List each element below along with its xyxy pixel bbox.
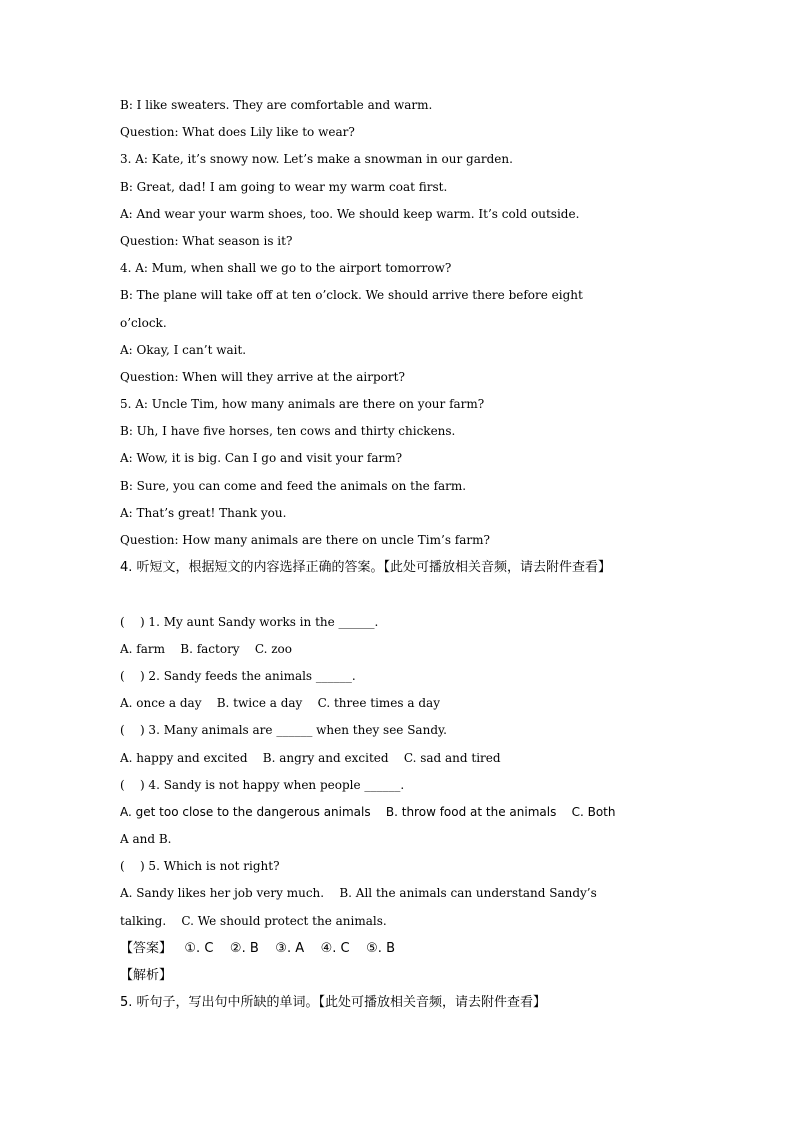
dialogue-line: A: Wow, it is big. Can I go and visit your farm?: [120, 451, 403, 466]
dialogue-line: A: That’s great! Thank you.: [120, 505, 287, 520]
answer-line: 【答案】 ①. C ②. B ③. A ④. C ⑤. B: [120, 940, 395, 956]
dialogue-line: 3. A: Kate, it’s snowy now. Let’s make a snowman in our garden.: [120, 152, 513, 167]
dialogue-line: B: I like sweaters. They are comfortable and warm.: [120, 98, 433, 112]
analysis-heading: 【解析】: [120, 968, 173, 983]
exercise-options: A. get too close to the dangerous animals B. throw food at the animals C. Both: [120, 804, 616, 819]
dialogue-line: A: Okay, I can’t wait.: [120, 342, 247, 357]
question-line: Question: What season is it?: [120, 233, 293, 248]
exercise-options: A. Sandy likes her job very much. B. All the animals can understand Sandy’s: [120, 886, 597, 901]
exercise-item: ( ) 2. Sandy feeds the animals ______.: [120, 668, 356, 683]
dialogue-line: 4. A: Mum, when shall we go to the airport tomorrow?: [120, 261, 452, 276]
exercise-item: ( ) 1. My aunt Sandy works in the ______.: [120, 614, 379, 629]
blank-line: [120, 581, 680, 608]
dialogue-line: 5. A: Uncle Tim, how many animals are there on your farm?: [120, 397, 485, 412]
exercise-options: A. once a day B. twice a day C. three times a day: [120, 696, 440, 711]
exercise-item: ( ) 5. Which is not right?: [120, 859, 280, 874]
question-line: Question: How many animals are there on uncle Tim’s farm?: [120, 533, 490, 547]
exercise-options: A. farm B. factory C. zoo: [120, 641, 293, 656]
dialogue-line: B: Sure, you can come and feed the animals on the farm.: [120, 478, 467, 493]
exercise-options: A. happy and excited B. angry and excited C. sad and tired: [120, 750, 501, 765]
exercise-options: talking. C. We should protect the animals.: [120, 913, 387, 928]
dialogue-line: B: Great, dad! I am going to wear my warm coat first.: [120, 179, 448, 194]
exercise-item: ( ) 3. Many animals are ______ when they see Sandy.: [120, 723, 447, 738]
question-line: Question: What does Lily like to wear?: [120, 125, 355, 140]
dialogue-line: A: And wear your warm shoes, too. We should keep warm. It’s cold outside.: [120, 206, 580, 221]
question-line: Question: When will they arrive at the airport?: [120, 369, 405, 384]
exercise-item: ( ) 4. Sandy is not happy when people ______.: [120, 777, 405, 792]
dialogue-line: B: The plane will take off at ten o’clock. We should arrive there before eight: [120, 288, 583, 303]
document-body: [120, 92, 680, 1016]
dialogue-line: o’clock.: [120, 315, 167, 330]
dialogue-line: B: Uh, I have five horses, ten cows and thirty chickens.: [120, 424, 456, 439]
exercise-options: A and B.: [120, 832, 172, 847]
section-heading: 4. 听短文，根据短文的内容选择正确的答案。【此处可播放相关音频，请去附件查看】: [120, 560, 612, 576]
section-heading: 5. 听句子，写出句中所缺的单词。【此处可播放相关音频，请去附件查看】: [120, 995, 547, 1011]
